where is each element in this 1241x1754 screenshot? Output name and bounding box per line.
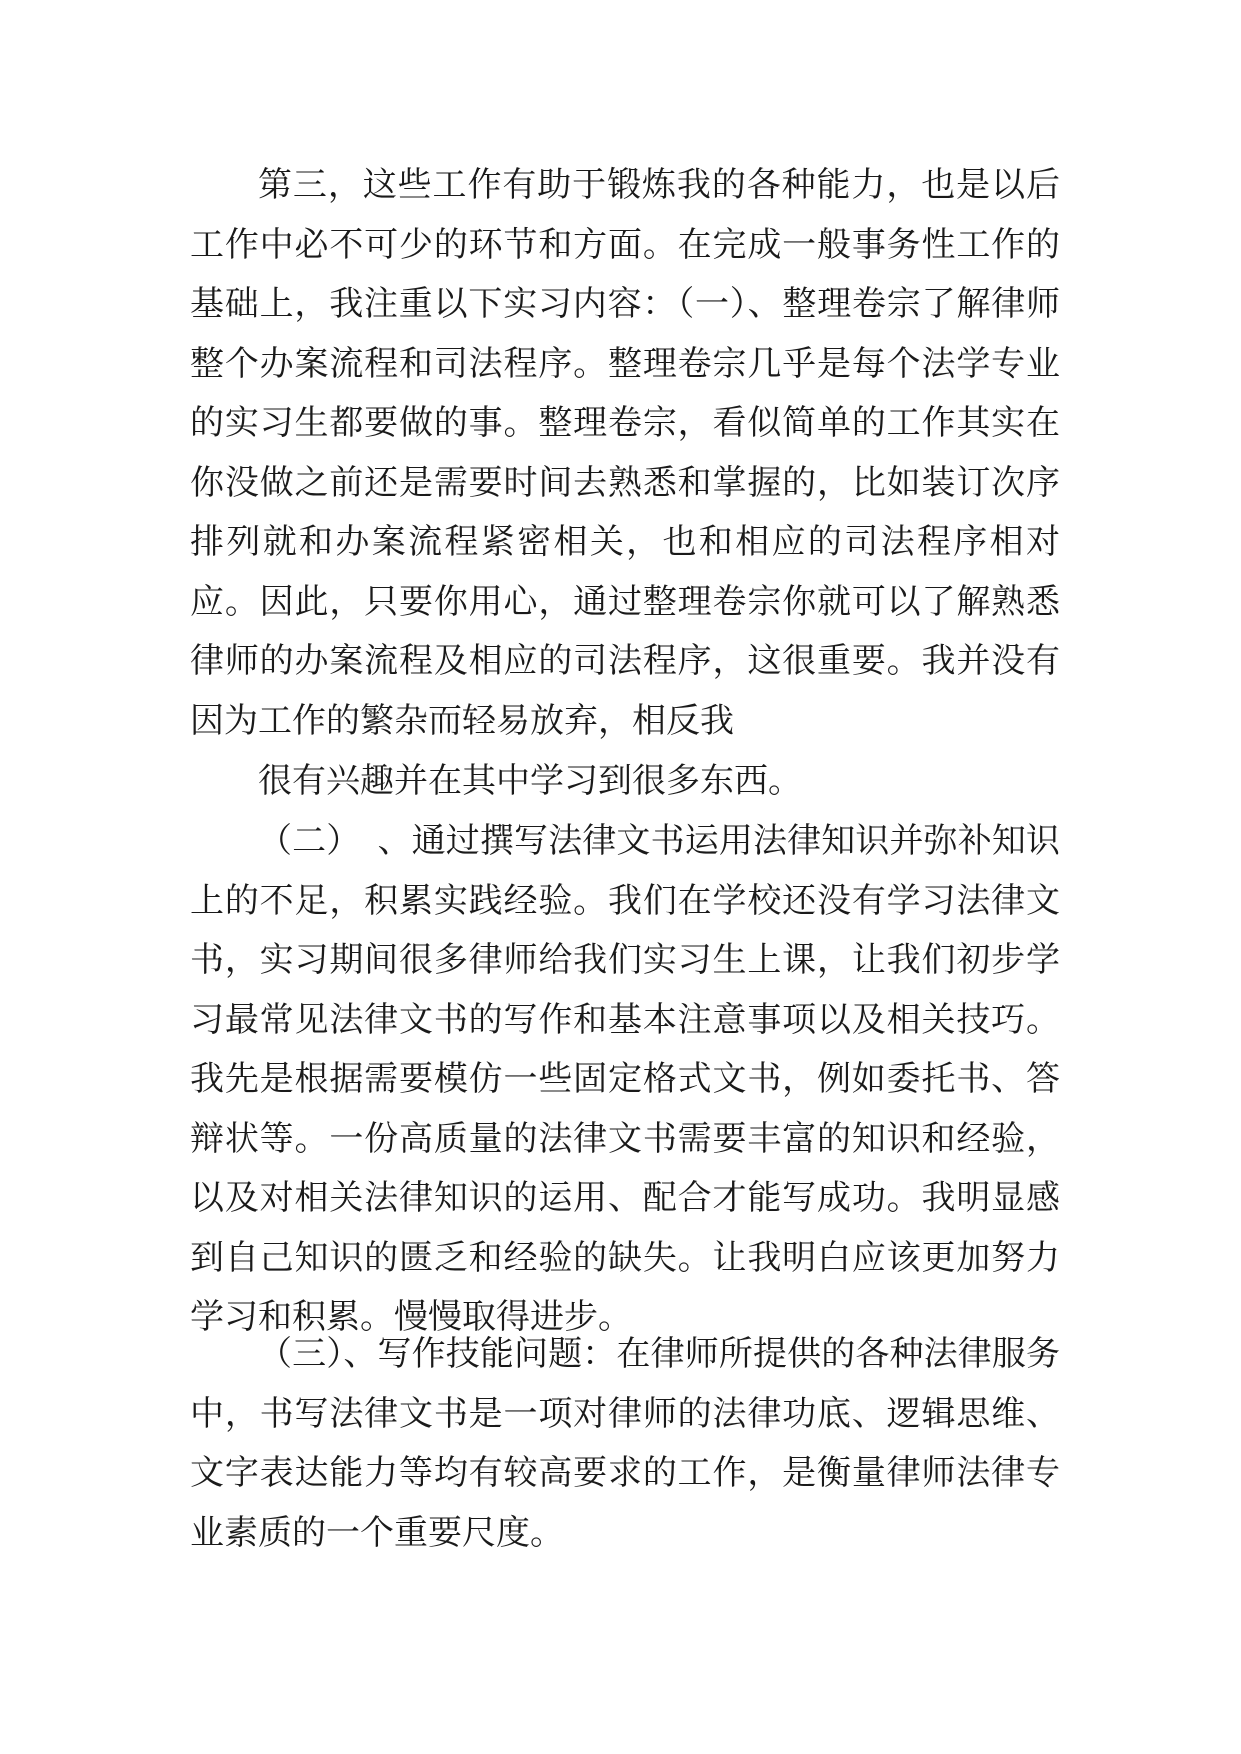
paragraph-text: （二） 、通过撰写法律文书运用法律知识并弥补知识上的不足，积累实践经验。我们在学校还没有学习法律文书，实习期间很多律师给我们实习生上课，让我们初步学习最常见法律文书的写作和基本注意事项以及相关技巧。我先是根据需要模仿一些固定格式文书，例如委托书、答辩状等。一份高质量的法律文书需要丰富的知识和经验，以及对相关法律知识的运用、配合才能写成功。我明显感到自己知识的匮乏和经验的缺失。让我明白应该更加努力学习和积累。慢慢取得进步。	[190, 821, 1060, 1337]
paragraph-writing-skills	[190, 1325, 1060, 1563]
paragraph-interest	[190, 752, 1060, 812]
paragraph-text: 第三，这些工作有助于锻炼我的各种能力，也是以后工作中必不可少的环节和方面。在完成一般事务性工作的基础上，我注重以下实习内容：（一）、整理卷宗了解律师整个办案流程和司法程序。整理卷宗几乎是每个法学专业的实习生都要做的事。整理卷宗，看似简单的工作其实在你没做之前还是需要时间去熟悉和掌握的，比如装订次序排列就和办案流程紧密相关，也和相应的司法程序相对应。因此，只要你用心，通过整理卷宗你就可以了解熟悉律师的办案流程及相应的司法程序，这很重要。我并没有因为工作的繁杂而轻易放弃，相反我	[190, 165, 1060, 741]
paragraph-text: 很有兴趣并在其中学习到很多东西。	[258, 761, 802, 801]
paragraph-legal-documents	[190, 812, 1060, 1348]
paragraph-text: （三）、写作技能问题：在律师所提供的各种法律服务中，书写法律文书是一项对律师的法律功底、逻辑思维、文字表达能力等均有较高要求的工作，是衡量律师法律专业素质的一个重要尺度。	[190, 1334, 1060, 1553]
paragraph-ability-training	[190, 156, 1060, 751]
